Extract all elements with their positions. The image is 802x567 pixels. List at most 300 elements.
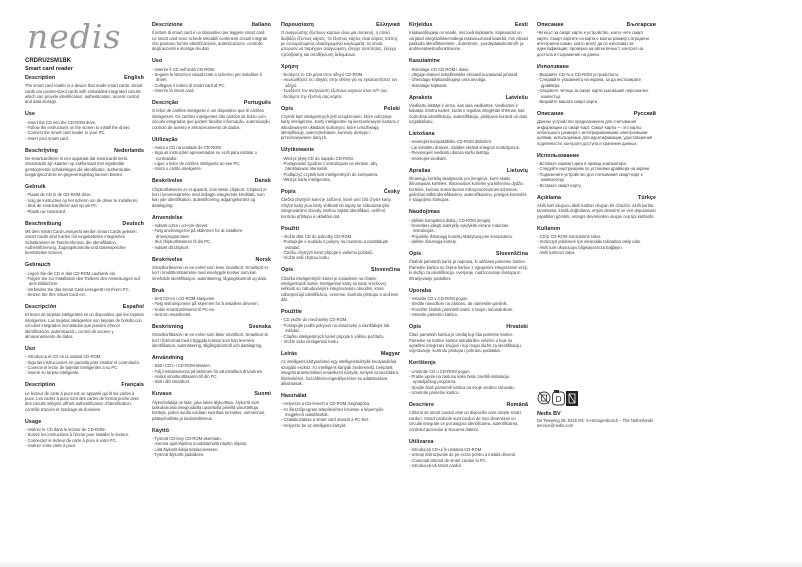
sections	[281, 22, 400, 428]
manual-section	[537, 153, 656, 188]
instruction-step: - CD'yi CD-ROM sürücüsüne takın.	[537, 234, 656, 239]
instruction-step: - Insérez le CD dans le lecteur de CD-ROM.	[25, 427, 144, 432]
instruction-step: - Pievienojiet viedkartu datora karšu lasītāju.	[409, 150, 528, 155]
section-heading	[281, 106, 400, 113]
section-description: Chipkortlæseren er et apparat, som læser chipkort. Chipkort er kort i lommestørrelse med indlagte integrerede kredsløb, som kan yde identifikation, autentificering, adgangskontrol og datalagring.	[152, 186, 267, 208]
instruction-step: - Povežite čitalnik pametnih kartic s svojim računalnikom.	[409, 307, 528, 312]
instruction-step: - Insert your smart card.	[25, 136, 144, 141]
instruction-step: - Työnnä CD-levy CD-ROM-asemaan.	[152, 436, 271, 441]
instruction-step: - Följ instruktionerna på skärmen för att installera drivrutinen.	[152, 369, 271, 374]
section-title: Opis	[281, 267, 294, 274]
section-heading	[152, 391, 271, 398]
instruction-step: - Conecte el lector de tarjetas inteligentes a su PC.	[25, 365, 144, 370]
instruction-step: - Įdėkite kompaktinį diską į CD-ROM įrenginį.	[409, 218, 528, 223]
section-title: Gebruik	[25, 184, 46, 191]
section-language: Türkçe	[638, 194, 656, 201]
section-title: Beschreibung	[25, 220, 62, 227]
instruction-step: - Työnnä älykortti paikalleen.	[152, 452, 271, 457]
section-title: Use	[25, 111, 36, 118]
section-description: Viedkartu lasītājs ir ierīce, kas lasa viedkartes. Viedkartes ir kabatas izmēra kartes, kurās ir iegultas integrētās shēmas, kas nodrošina identifikāciju, autentifikāciju, piekļuves kontroli un datu uzglabāšanu.	[409, 103, 528, 125]
manual-section	[537, 111, 656, 146]
instruction-step: - Følg instruksjonene på skjermen for å installere driveren.	[152, 301, 271, 306]
section-title: Descrição	[152, 100, 179, 107]
section-description: Išmaniųjų kortelių skaitytuvas yra įrenginys, kuris skaito išmaniąsias korteles. Išmaniosios kortelės yra kišeninio dydžio kortelės, kuriose sumontuotos mikroprocesorinės schemos, galinčios atlikti identifikavimo, autentifikavimo, prieigos kontrolės ir saugojimo funkcijas.	[409, 175, 527, 203]
section-description: Ο αναγνώστης έξυπνων καρτών είναι μια συσκευή, η οποία διαβάζει έξυπνες κάρτες. Οι έξυπνες κάρτες είναι κάρτες τσέπης με ενσωματωμένα ολοκληρωμένα κυκλώματα, τα οποία μπορούν να παρέχουν αναγνώριση, έλεγχο ταυτότητας, έλεγχο πρόσβασης και αποθήκευση δεδομένων.	[281, 30, 398, 57]
section-description: El lector de tarjetas inteligentes es un dispositivo que lee tarjetas inteligentes. Las tarjetas inteligentes son tarjetas de bolsillo con circuitos integrados incrustados que pueden ofrecer identificación, autenticación, control de acceso y almacenamiento de datos.	[25, 312, 144, 340]
model-number: CRDRU2SM1BK	[25, 58, 72, 64]
instruction-list	[152, 223, 271, 250]
manual-section	[152, 100, 271, 130]
manual-section	[25, 419, 144, 449]
manual-section	[25, 304, 144, 339]
manual-section	[537, 64, 656, 105]
instruction-list	[281, 401, 400, 428]
instruction-step: - Вкарайте CD-то в CD-ROM устройството.	[537, 72, 656, 77]
sections	[25, 75, 144, 449]
section-heading	[25, 419, 144, 426]
section-heading	[409, 288, 528, 295]
section-language: Български	[626, 22, 656, 28]
section-title: Descrizione	[152, 22, 183, 28]
instruction-step: - Suivez les instructions à l'écran pour installer le lecteur.	[25, 432, 144, 437]
manual-section	[152, 58, 271, 93]
section-description: Az intelligens kártyaolvasó egy intelligenskártyák beolvasására szolgáló eszköz. Az intelligens kártyák zsebméretű, beépített, integrált áramkörökkel rendelkező kártyák, melyek azonosításra, hitelesítésre, hozzáférés-engedélyezésre és adattárolásra alkalmasak.	[281, 359, 400, 386]
instruction-step: - Vložte disk CD do jednotky CD-ROM.	[281, 234, 400, 239]
instruction-step: - Insérez votre carte à puce.	[25, 443, 144, 448]
section-heading	[537, 111, 656, 118]
section-language: Magyar	[380, 351, 400, 358]
instruction-list	[152, 296, 271, 318]
section-description: Älykortinlukija on laite, joka lukee älykortteja. Älykortit ovat taskukokoisia integroiduilla upotetuilla piireillä varustettuja kortteja, joiden avulla voidaan suorittaa tunnistus, varmennus, pääsynhallinta ja tiedontallennus.	[152, 399, 266, 421]
section-language: Nederlands	[114, 147, 144, 154]
instruction-step: - Vložte vašu inteligentnú kartu.	[281, 339, 400, 344]
instruction-list	[281, 156, 400, 183]
manual-section	[152, 257, 271, 281]
weee-bin-icon	[537, 390, 551, 406]
section-heading	[409, 131, 528, 138]
section-description: Il lettore di smart card è un dispositivo per leggere smart card. Le smart card sono schede tascabili contenenti circuiti integrati che possono fornire identificazione, autenticazione, controllo degli accessi e storage dei dati.	[152, 30, 268, 52]
section-title: Beskrivning	[152, 324, 184, 331]
section-title: Uso	[152, 58, 163, 65]
instruction-step: - Įdėkite išmaniąją kortelę.	[409, 239, 528, 244]
instruction-list	[537, 234, 656, 256]
svg-text:D: D	[555, 395, 562, 405]
section-heading	[152, 355, 271, 362]
instruction-step: - Свържете четеца за смарт карти към вашия персонален компютър.	[537, 88, 656, 99]
manual-section	[152, 391, 271, 421]
instruction-list	[537, 161, 656, 188]
instruction-step: - Следуйте инструкциям по установке драйвера на экране.	[537, 166, 656, 171]
section-heading	[152, 100, 271, 107]
section-title: Gebrauch	[25, 262, 51, 269]
section-language: Česky	[383, 189, 400, 196]
instruction-step: - Siga las instrucciones en pantalla para instalar el controlador.	[25, 360, 144, 365]
instruction-step: - Вкарайте вашата смарт карта.	[537, 99, 656, 104]
section-heading	[25, 221, 144, 228]
section-heading	[409, 58, 528, 65]
instruction-step: - Sisestage CD CD-ROM-i draivi.	[409, 67, 528, 72]
instruction-step: - Inserire la smart card.	[152, 88, 271, 93]
instruction-step: - Az illesztőprogram telepítéséhez kövesse a képernyőn megjelenő utasításokat.	[281, 407, 400, 418]
manual-section	[25, 111, 144, 141]
column-2	[152, 22, 271, 464]
instruction-list	[537, 72, 656, 104]
instruction-step: - Postupujte v souladu s pokyny na monitoru a nainstalujte ovladač.	[281, 239, 400, 250]
instruction-step: - Liitä älykortinlukija tietokoneeseen.	[152, 447, 271, 452]
manual-section	[281, 267, 400, 302]
instruction-step: - Vložte vaši chytrou kartu.	[281, 255, 400, 260]
instruction-step: - Sluit de smartcardlezer aan op uw PC.	[25, 203, 144, 208]
section-description: Четецът за смарт карти е устройство, което чете смарт карти. Смарт картите са карти с малък размер с вградени интегрални схеми, които могат да се използват за идентификация, проверка на автентичност, контрол на достъпа и съхранение на данни.	[537, 30, 649, 57]
section-language: Hrvatski	[506, 324, 528, 331]
box-mark-icon	[566, 390, 578, 406]
instruction-list	[409, 218, 528, 245]
section-heading	[409, 324, 528, 331]
instruction-step: - Insira o cartão inteligente.	[152, 166, 271, 171]
instruction-list	[25, 427, 144, 449]
manual-section	[409, 95, 528, 125]
manual-section	[537, 195, 656, 219]
instruction-step: - Вставьте смарт-карту.	[537, 183, 656, 188]
manual-section	[409, 58, 528, 88]
instruction-step: - Koble smartkortleseren til PC-en.	[152, 307, 271, 312]
section-title: Използване	[537, 63, 570, 70]
section-description: Smartkortleseren er en enhet som leser smartkort. Smartkort er kort i kredittkortstørrelse med innebygde kretser som kan inneholde identifikasjon, autentisering, tilgangskontroll og data.	[152, 264, 269, 281]
instruction-step: - Čtečku chytrých karet připojte k vašemu počítači.	[281, 250, 400, 255]
manual-section	[281, 147, 400, 182]
section-language: Français	[121, 382, 144, 389]
instruction-step: - Sett inn smartkortet.	[152, 312, 271, 317]
manual-section	[409, 360, 528, 395]
section-title: Kuvaus	[152, 391, 172, 398]
section-title: Anvendelse	[152, 214, 183, 221]
instruction-step: - Volg de instructies op het scherm om de driver te installeren.	[25, 198, 144, 203]
section-title: Kullanım	[537, 225, 561, 232]
section-title: Použití	[281, 225, 300, 232]
instruction-step: - Sledite navodilom na zaslonu, da namestite gonilnik.	[409, 301, 528, 306]
section-description: O leitor de cartões inteligente é um dispositivo que lê cartões inteligentes. Os cartões inteligentes são cartões de bolso com circuito integrados que podem facultar informação, autenticação, controlo de acesso e armazenamento de dados.	[152, 108, 271, 130]
instruction-step: - Włożyć płytę CD do napędu CD-ROM.	[281, 156, 400, 161]
instruction-step: - Siga as instruções apresentadas no ecrã para instalar o controlador.	[152, 150, 271, 161]
ce-mark-icon	[552, 390, 565, 406]
instruction-step: - Inserte su tarjeta inteligente.	[25, 370, 144, 375]
section-title: Usage	[25, 418, 42, 425]
section-title: Uporaba	[409, 287, 432, 294]
instruction-list	[25, 354, 144, 376]
manual-section	[281, 64, 400, 99]
manual-section	[25, 184, 144, 214]
manual-section	[152, 355, 271, 385]
section-heading	[409, 360, 528, 367]
instruction-step: - Indsæt dit chipkort.	[152, 245, 271, 250]
manual-section	[537, 226, 656, 256]
instruction-list	[25, 192, 144, 214]
instruction-step: - Insira o CD na unidade de CR-ROM.	[152, 145, 271, 150]
section-heading	[152, 288, 271, 295]
section-title: Description	[25, 75, 56, 81]
section-title: Descripción	[25, 304, 57, 311]
section-language: Русский	[633, 111, 656, 118]
section-heading	[152, 257, 271, 264]
manual-section	[25, 262, 144, 297]
section-language: Svenska	[248, 324, 271, 331]
manual-section	[409, 288, 528, 318]
instruction-list	[409, 139, 528, 161]
instruction-step: - Ακολουθήστε τις οδηγίες στην οθόνη για να εγκαταστήσετε τον οδηγό.	[281, 77, 400, 88]
section-title: Kasutamine	[409, 58, 441, 65]
section-heading	[152, 58, 271, 65]
instruction-step: - Introduceți CD-ul în unitatea CD-ROM.	[409, 447, 528, 452]
section-title: Παρουσίαση	[281, 22, 314, 28]
instruction-step: - Подключите устройство для считывания смарт-карт к компьютеру.	[537, 172, 656, 183]
instruction-step: - Sett CD-en i CD-ROM-stasjonen.	[152, 296, 271, 301]
section-heading	[25, 262, 144, 269]
section-title: Utilizarea	[409, 438, 434, 445]
section-heading	[152, 428, 271, 435]
instruction-list	[152, 436, 271, 458]
section-title: Opis	[409, 324, 422, 331]
instruction-step: - Connectez le lecteur de carte à puce à votre PC.	[25, 438, 144, 443]
section-language: Slovenčina	[371, 267, 400, 274]
section-description: Mit dem Smart Card-Lesegerät werden Smart Cards gelesen. Smart Cards sind Karten mit eingebetteten integrierten Schaltkreisen im Taschenformat, die Identifikation, Authentifizierung, Zugangskontrolle und Datenspeicher bereitstellen können.	[25, 228, 138, 256]
instruction-step: - Sisestage kiipkaart.	[409, 83, 528, 88]
company-name: Nedis BV	[537, 411, 561, 418]
instruction-list	[409, 369, 528, 396]
section-heading	[409, 439, 528, 446]
instruction-step: - Connect the smart card reader to your PC.	[25, 130, 144, 135]
instruction-step: - Indsæt cd'en i cd-rom-drevet.	[152, 223, 271, 228]
section-title: Beskrivelse	[152, 256, 183, 263]
instruction-step: - Podłączyć czytnik kart inteligentnych do komputera.	[281, 172, 400, 177]
section-heading	[409, 168, 528, 175]
instruction-step: - Συνδέστε τον αναγνώστη έξυπνων καρτών στον Η/Υ σας.	[281, 88, 400, 93]
section-description: Čitalnik pametnih kartic je naprava, ki odčitava pametne kartice. Pametne kartice so žepne kartice z vgrajenimi integriranimi vezji, ki služijo za identifikacijo, overjanje, nadzorovanje dostopa in shranjevanje podatkov.	[409, 259, 528, 281]
section-title: Использование	[537, 152, 580, 159]
manual-section	[25, 221, 144, 256]
section-title: Opis	[281, 105, 294, 112]
product-name: Smart card reader	[25, 66, 73, 72]
manual-section	[25, 75, 144, 105]
section-title: Описание	[537, 22, 564, 28]
section-title: Popis	[281, 189, 296, 196]
instruction-step: - Postupujte podľa pokynov na obrazovke a nainštalujte tak ovládač.	[281, 323, 400, 334]
section-heading	[25, 184, 144, 191]
section-heading	[25, 304, 144, 311]
section-heading	[409, 95, 528, 102]
section-heading	[281, 147, 400, 154]
sections	[537, 22, 656, 255]
instruction-list	[152, 145, 271, 172]
instruction-step: - Umetnite pametnu karticu.	[409, 390, 528, 395]
section-title: Użytkowanie	[281, 147, 315, 154]
section-title: Leírás	[281, 351, 298, 358]
section-heading	[281, 351, 400, 358]
instruction-step: - Inserire il CD nell'unità CD-ROM.	[152, 67, 271, 72]
instruction-step: - Verbinden Sie das Smart Card-Lesegerät mit Ihrem PC.	[25, 287, 144, 292]
section-description: Čítačka inteligentných kariet je zariadenie na čítanie inteligentných kariet. Inteligentné karty sú karty vreckovej veľkosti so zabudovanými integrovanými obvodmi, ktoré zabezpečujú identifikáciu, overenie, kontrolu prístupu a uloženie dát.	[281, 275, 399, 303]
instruction-step: - Akıllı kart okuyucuyu bilgisayarınıza bağlayın.	[537, 245, 656, 250]
section-title: Описание	[537, 111, 564, 118]
manual-section	[281, 393, 400, 428]
instruction-step: - Asenna ajuriohjelma noudattamalla näytön ohjeita.	[152, 441, 271, 446]
section-title: Description	[25, 382, 56, 389]
section-title: Használat	[281, 392, 307, 399]
section-language: Ελληνικά	[376, 22, 400, 28]
instruction-step: - Lai instalētu draiveri, izpildiet ekrānā sniegtos norādījumus.	[409, 145, 528, 150]
section-heading	[25, 75, 144, 82]
instruction-step: - Følg anvisningerne på skærmen for at installere driverprogrammet.	[152, 228, 271, 239]
section-language: Română	[506, 402, 528, 409]
section-heading	[537, 22, 656, 29]
svg-text:nedis: nedis	[27, 22, 122, 54]
manual-section	[281, 351, 400, 386]
section-description: Čtečka chytrých karet je zařízení, které umí číst chytré karty. Chytré karty jsou karty velikosti do kapsy se zabudovanými integrovanými obvody. Mohou zajistit identifikaci, ověření, kontrolu přístupu a ukládání dat.	[281, 197, 392, 219]
section-heading	[152, 178, 271, 185]
section-heading	[25, 346, 144, 353]
instruction-step: - Plaats uw smartcard.	[25, 209, 144, 214]
instruction-list	[281, 234, 400, 261]
manual-section	[152, 324, 271, 348]
instruction-step: - Introduzca el CD en la unidad CD-ROM.	[25, 354, 144, 359]
manual-section	[281, 22, 400, 57]
manual-section	[25, 346, 144, 376]
section-description: The smart card reader is a device that reads smart cards. Smart cards are pocket-sized cards with embedded integrated circuits which can provide identification, authentication, access control and data storage.	[25, 83, 143, 105]
section-title: Lietošana	[409, 131, 435, 138]
instruction-step: - Pratite upute na zaslonu kako biste završili instalaciju upravljačkog programa.	[409, 374, 528, 385]
manual-section	[152, 428, 271, 458]
instruction-list	[281, 317, 400, 344]
section-heading	[281, 226, 400, 233]
section-title: Χρήση	[281, 63, 299, 70]
section-title: Användning	[152, 355, 184, 362]
section-heading	[537, 226, 656, 233]
section-title: Bruk	[152, 287, 165, 294]
compliance-icons	[537, 390, 656, 406]
instruction-step: - Insert the CD into the CD-ROM drive.	[25, 120, 144, 125]
manual-section	[409, 324, 528, 354]
instruction-list	[281, 72, 400, 99]
section-language: Dansk	[254, 178, 271, 185]
column-4	[409, 22, 528, 475]
instruction-step: - Umetnite CD u CD-ROM pogon.	[409, 369, 528, 374]
column-3	[281, 22, 400, 435]
sections	[152, 22, 271, 458]
manual-section	[281, 226, 400, 261]
manual-section	[281, 189, 400, 219]
section-heading	[409, 402, 528, 409]
company-address: De Tweeling 28, 5215 MC 's-Hertogenbosch – The Netherlands	[537, 417, 654, 423]
manual-section	[409, 439, 528, 469]
instruction-step: - Plaats de CD in de CD-ROM-drive.	[25, 192, 144, 197]
instruction-list	[152, 67, 271, 94]
section-heading	[152, 215, 271, 222]
instruction-step: - Slut chipkortlæseren til din PC.	[152, 239, 271, 244]
section-description: Smartkortläsaren är en enhet som läser smartkort. Smartkort är kort i fickformat med inbyggda kretsar som kan leverera identifikation, autentisering, tillgångskontroll och datalagring.	[152, 332, 269, 349]
section-title: Beschrijving	[25, 147, 58, 154]
section-language: Español	[122, 304, 144, 311]
instruction-list	[409, 67, 528, 89]
section-heading	[281, 393, 400, 400]
instruction-step: - Vstavite CD v CD-ROM pogon.	[409, 296, 528, 301]
instruction-step: - Следвайте указанията на екрана, за да инсталирате драйвера.	[537, 77, 656, 88]
section-title: Korištenje	[409, 360, 436, 367]
section-title: Naudojimas	[409, 209, 441, 216]
section-description: Le lecteur de carte à puce est un appareil qui lit les cartes à puce. Les cartes à puce sont des cartes de format poche avec des circuits intégrés offrant authentification d'identification, contrôle d'accès et stockage de données.	[25, 390, 140, 412]
section-title: Descriere	[409, 402, 435, 409]
instruction-step: - Ievietojiet kompaktdisku CD-ROM diskdzinī.	[409, 139, 528, 144]
instruction-step: - Järgige draiveri installimiseks ekraanil kuvatavaid juhiseid.	[409, 72, 528, 77]
instruction-list	[409, 296, 528, 318]
section-heading	[281, 309, 400, 316]
section-title: Beskrivelse	[152, 178, 183, 185]
instruction-list	[152, 363, 271, 385]
manual-section	[25, 148, 144, 178]
instruction-step: - CD vložte do mechaniky CD-ROM.	[281, 317, 400, 322]
manual-section	[152, 288, 271, 318]
instruction-list	[25, 120, 144, 142]
instruction-list	[409, 447, 528, 469]
section-heading	[152, 22, 271, 29]
manual-section	[409, 209, 528, 244]
instruction-step: - Sätt i CD:n i CD-ROM-läsaren.	[152, 363, 271, 368]
instruction-step: - Ligue o leitor de cartões inteligente ao seu PC.	[152, 161, 271, 166]
manual-section	[25, 382, 144, 412]
section-description: Данное устройство предназначено для считывания информации со смарт-карт. Смарт-карты — это карты небольшого размера с интегрированными электронными цепями, используемые для идентификации, удостоверения подлинности, контроля доступа и хранения данных.	[537, 119, 653, 146]
instruction-list	[25, 271, 144, 298]
company-email[interactable]: service@nedis.com	[537, 423, 574, 429]
section-title: Opis	[409, 251, 422, 258]
instruction-step: - Sätt i ditt smartkort.	[152, 379, 271, 384]
section-language: Deutsch	[122, 220, 144, 227]
instruction-step: - Εισάγετε το CD μέσα στον οδηγό CD-ROM.	[281, 72, 400, 77]
section-description: Cititorul de smart carduri este un dispozitiv care citește smart carduri. Smart cardurile sunt carduri de mici dimensiuni cu circuite integrate ce pot asigura identificarea, autentificarea, controlul accesului și stocarea datelor.	[409, 410, 521, 432]
nedis-logo	[25, 22, 140, 54]
instruction-step: - Włożyć kartę inteligentną.	[281, 177, 400, 182]
section-language: English	[124, 75, 144, 81]
instruction-step: - Norėdami įdiegti tvarkyklę vykdykite ekrane rodomas instrukcijas.	[409, 223, 528, 234]
section-language: Lietuvių	[506, 167, 528, 174]
section-heading	[152, 137, 271, 144]
manual-section	[409, 131, 528, 161]
instruction-step: - Seguire le istruzioni visualizzate a schermo per installare il driver.	[152, 72, 271, 83]
section-heading	[25, 148, 144, 155]
instruction-step: - Akıllı kartınızı takın.	[537, 250, 656, 255]
section-heading	[281, 64, 400, 71]
section-heading	[152, 324, 271, 331]
section-title: Käyttö	[152, 427, 170, 434]
manual-section	[152, 137, 271, 172]
instruction-step: - Vstavite pametno kartico.	[409, 312, 528, 317]
instruction-step: - Spojite čitač pametnih kartica na svoje osobno računalo.	[409, 385, 528, 390]
manual-section	[409, 402, 528, 432]
section-heading	[281, 267, 400, 274]
section-description: Akıllı kart okuyucu akıllı kartları okuyan bir cihazdır. Akıllı kartlar tanımlama, kimlik doğrulama, erişim denetimi ve veri depolaması yapabilen gömülü, entegre devrelerden oluşan cep tipi kartlardır.	[537, 202, 656, 219]
section-language: Eesti	[514, 22, 528, 28]
section-description: De smartcardlezer is een apparaat dat smartcards leest. Smartcards zijn kaarten op zakformaat met ingebedde geïntegreerde schakelingen die identificatie, authenticatie, toegangscontrole en gegevensopslag kunnen bieden.	[25, 156, 132, 178]
section-title: Utilização	[152, 136, 178, 143]
section-heading	[537, 64, 656, 71]
instruction-step: - Helyezze a CD-lemezt a CD-ROM meghajtóba.	[281, 401, 400, 406]
manual-section	[152, 22, 271, 52]
section-title: Açıklama	[537, 194, 562, 201]
section-heading	[409, 22, 528, 29]
instruction-step: - Collegare il lettore di smart card al PC.	[152, 83, 271, 88]
instruction-step: - Urmați instrucțiunile de pe ecran pentru a instala driverul.	[409, 452, 528, 457]
instruction-step: - Follow the instructions on the screen to install the driver.	[25, 125, 144, 130]
instruction-step: - Postępować zgodnie z instrukcjami na ekranie, aby zainstalować sterownik.	[281, 161, 400, 172]
section-language: Português	[243, 100, 271, 107]
sections	[409, 22, 528, 469]
